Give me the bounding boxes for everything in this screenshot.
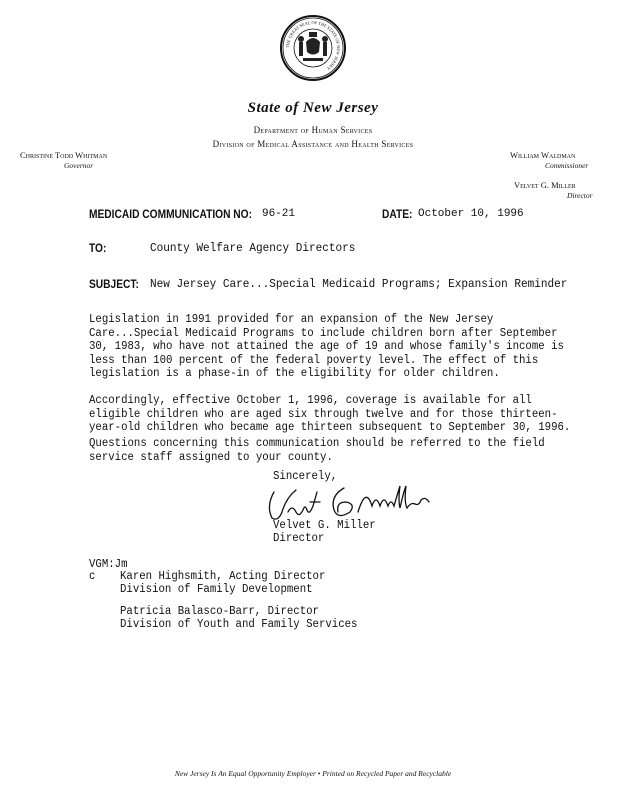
paragraph-line: service staff assigned to your county.	[89, 450, 333, 464]
governor-title: Governor	[64, 161, 94, 170]
body-paragraph-3	[89, 437, 549, 464]
division-name: Division of Medical Assistance and Health Services	[212, 139, 414, 149]
director-name: Velvet G. Miller	[514, 180, 576, 190]
body-paragraph-2	[89, 394, 571, 435]
governor-name: Christine Todd Whitman	[20, 150, 108, 160]
cc-mark: c	[89, 570, 96, 583]
commissioner-title: Commissioner	[545, 161, 589, 170]
director-title: Director	[567, 191, 593, 200]
paragraph-line: Accordingly, effective October 1, 1996, coverage is available for all	[89, 394, 532, 407]
date-value: October 10, 1996	[418, 208, 524, 220]
cc-recipient-division: Division of Family Development	[120, 583, 313, 596]
commissioner-name: William Waldman	[510, 150, 576, 160]
to-value: County Welfare Agency Directors	[150, 241, 356, 255]
signer-title: Director	[273, 532, 325, 545]
paragraph-line: less than 100 percent of the federal poverty level. The effect of this	[89, 353, 539, 367]
subject-value: New Jersey Care...Special Medicaid Programs; Expansion Reminder	[150, 277, 568, 291]
subject-label: SUBJECT:	[89, 277, 139, 291]
signer-name: Velvet G. Miller	[273, 519, 376, 532]
communication-number: 96-21	[262, 208, 296, 220]
to-label: TO:	[89, 241, 107, 255]
state-seal-icon	[279, 14, 347, 82]
footer-text: New Jersey Is An Equal Opportunity Employer • Printed on Recycled Paper and Recyclable	[174, 769, 452, 778]
paragraph-line: year-old children who became age thirteen subsequent to September 30, 1996.	[89, 421, 571, 434]
cc-recipient-division: Division of Youth and Family Services	[120, 618, 358, 631]
paragraph-line: eligible children who are aged six through twelve and for those thirteen-	[89, 407, 558, 421]
signature-image	[262, 482, 472, 524]
seal-text: THE GREAT SEAL OF THE STATE OF NEW JERSEY	[284, 19, 342, 72]
cc-recipient-name: Karen Highsmith, Acting Director	[120, 570, 326, 583]
paragraph-line: legislation is a phase-in of the eligibility for older children.	[89, 367, 500, 380]
state-title: State of New Jersey	[247, 100, 379, 116]
paragraph-line: 30, 1983, who have not attained the age of 19 and whose family's income is	[89, 340, 564, 353]
department-name: Department of Human Services	[253, 125, 373, 135]
paragraph-line: Legislation in 1991 provided for an expansion of the New Jersey	[89, 313, 494, 326]
date-label: DATE:	[382, 207, 413, 221]
cc-recipient-name: Patricia Balasco-Barr, Director	[120, 605, 319, 618]
paragraph-line: Care...Special Medicaid Programs to include children born after September	[89, 326, 558, 340]
closing-salutation: Sincerely,	[273, 470, 338, 483]
paragraph-line: Questions concerning this communication should be referred to the field	[89, 437, 545, 450]
communication-label: MEDICAID COMMUNICATION NO:	[89, 207, 253, 221]
typist-initials: VGM:Jm	[89, 558, 128, 571]
body-paragraph-1	[89, 313, 564, 381]
